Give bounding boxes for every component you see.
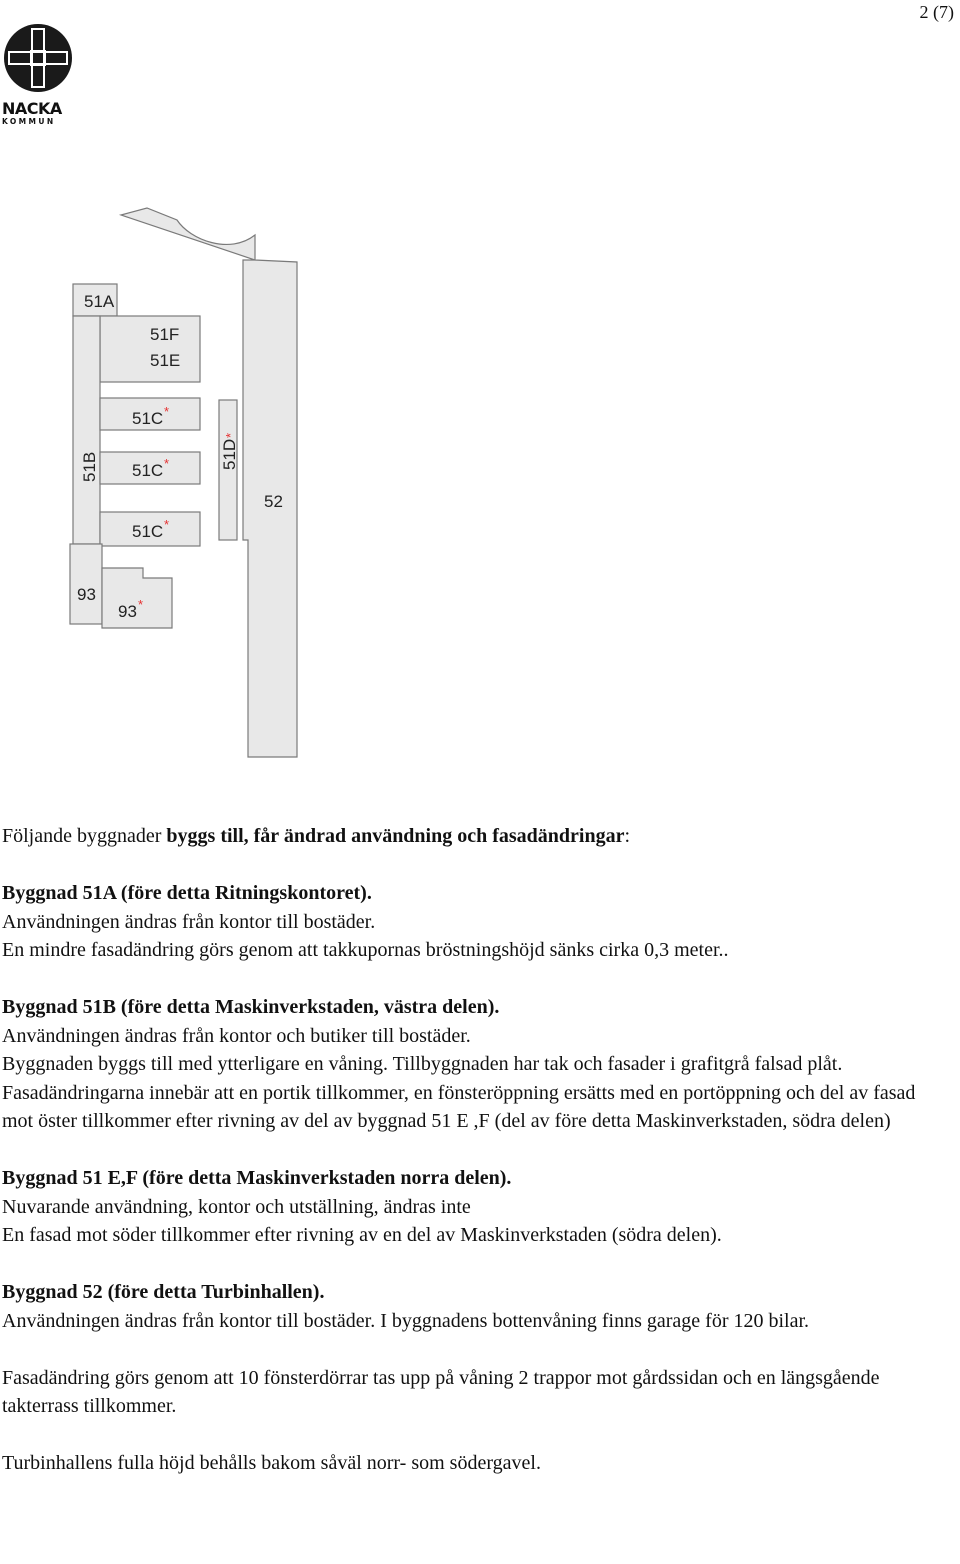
heading-51b: Byggnad 51B (före detta Maskinverkstaden, västra delen). bbox=[2, 996, 500, 1018]
star-51c-3: * bbox=[164, 517, 170, 532]
label-52: 52 bbox=[264, 492, 283, 511]
s51b-line-3: Fasadändringarna innebär att en portik tillkommer, en fönsteröppning ersätts med en portöppning och del av fasad mot öster tillkommer efter rivning av del av byggnad 51 E ,F (del av före detta Maskinverkstaden, södra delen) bbox=[2, 1081, 916, 1132]
s51b-line-1: Användningen ändras från kontor och butiker till bostäder. bbox=[2, 1024, 471, 1047]
nacka-logo bbox=[2, 22, 74, 126]
label-93: 93 bbox=[77, 585, 96, 604]
s52-line-3: Turbinhallens fulla höjd behålls bakom såväl norr- som södergavel. bbox=[2, 1452, 541, 1474]
heading-52: Byggnad 52 (före detta Turbinhallen). bbox=[2, 1281, 325, 1303]
s52-line-1: Användningen ändras från kontor till bostäder. I byggnadens bottenvåning finns garage för 120 bilar. bbox=[2, 1309, 810, 1332]
document-body bbox=[2, 822, 927, 1478]
site-plan bbox=[0, 195, 310, 765]
s51a-line-1: Användningen ändras från kontor till bostäder. bbox=[2, 910, 376, 933]
building-93-star bbox=[102, 568, 172, 628]
label-93-star: 93 bbox=[118, 602, 137, 621]
label-51b: 51B bbox=[80, 451, 99, 482]
label-51f: 51F bbox=[150, 325, 180, 344]
label-51a: 51A bbox=[84, 292, 115, 311]
label-51c-3: 51C bbox=[132, 522, 164, 541]
star-93: * bbox=[138, 597, 144, 612]
nacka-emblem-icon bbox=[2, 22, 74, 94]
intro-paragraph: Följande byggnader byggs till, får ändrad användning och fasadändringar: bbox=[2, 825, 631, 847]
s51a-line-2: En mindre fasadändring görs genom att takkupornas bröstningshöjd sänks cirka 0,3 meter.. bbox=[2, 939, 729, 961]
building-51b bbox=[73, 316, 100, 544]
s51ef-line-1: Nuvarande användning, kontor och utställning, ändras inte bbox=[2, 1195, 471, 1218]
label-51e: 51E bbox=[150, 351, 181, 370]
s51b-line-2: Byggnaden byggs till med ytterligare en våning. Tillbyggnaden har tak och fasader i grafitgrå falsad plåt. bbox=[2, 1053, 843, 1075]
logo-subtitle: KOMMUN bbox=[2, 117, 56, 126]
star-51c-1: * bbox=[164, 404, 170, 419]
star-51d: * bbox=[223, 432, 238, 438]
logo-wordmark: NACKA bbox=[2, 99, 62, 118]
label-51c-2: 51C bbox=[132, 461, 164, 480]
heading-51a: Byggnad 51A (före detta Ritningskontoret). bbox=[2, 882, 372, 904]
page-number: 2 (7) bbox=[919, 2, 954, 22]
heading-51ef: Byggnad 51 E,F (före detta Maskinverkstaden norra delen). bbox=[2, 1167, 512, 1189]
label-51d: 51D bbox=[220, 438, 239, 470]
label-51c-1: 51C bbox=[132, 409, 164, 428]
s52-line-2: Fasadändring görs genom att 10 fönsterdörrar tas upp på våning 2 trappor mot gårdssidan och en längsgående takterrass tillkommer. bbox=[2, 1366, 880, 1417]
building-93 bbox=[70, 544, 102, 624]
s51ef-line-2: En fasad mot söder tillkommer efter rivning av en del av Maskinverkstaden (södra delen). bbox=[2, 1224, 722, 1246]
star-51c-2: * bbox=[164, 456, 170, 471]
